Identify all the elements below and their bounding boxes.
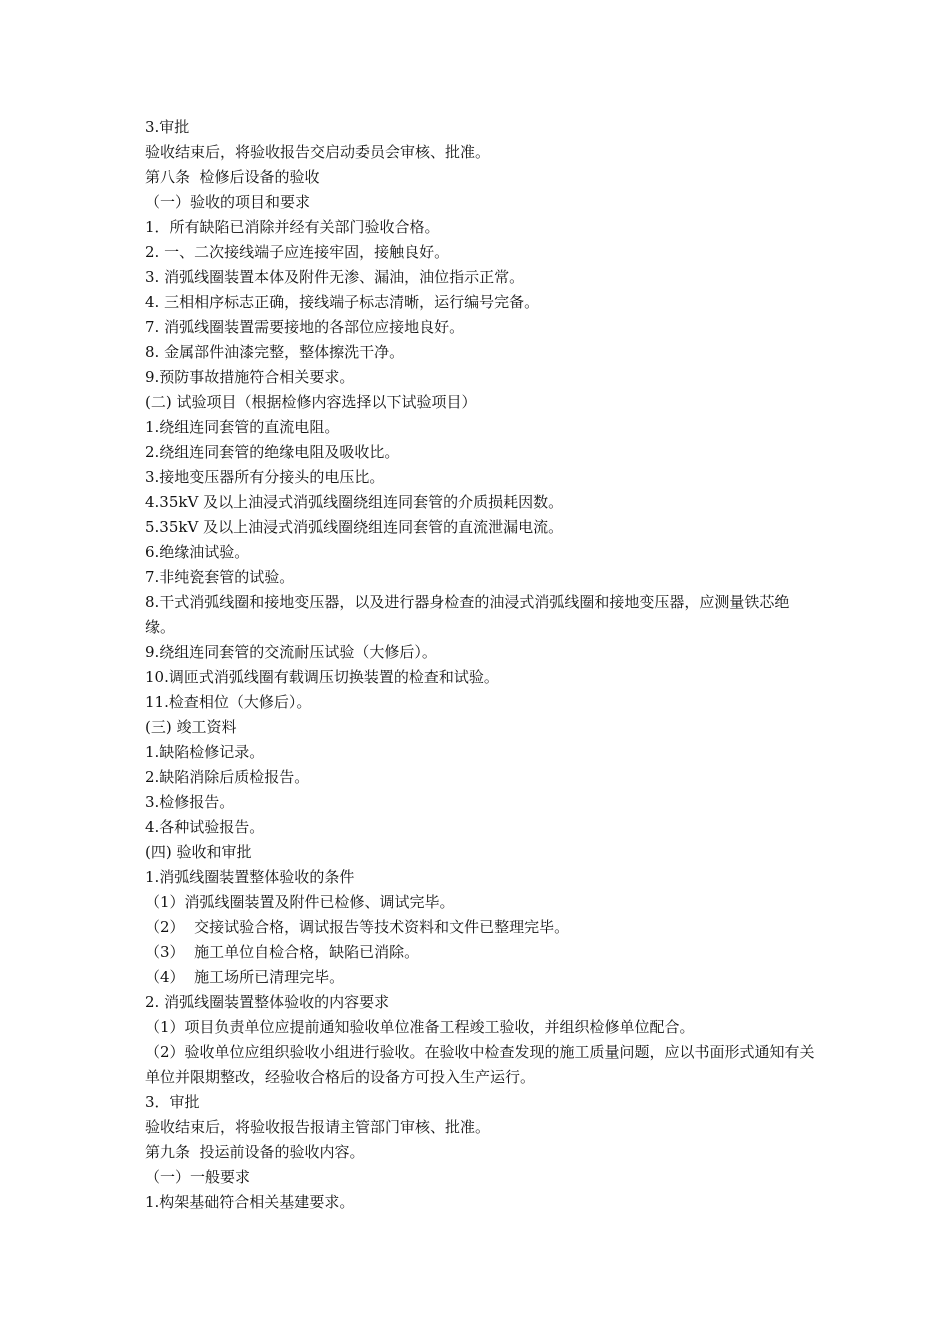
- paragraph: 验收结束后，将验收报告交启动委员会审核、批准。: [145, 143, 491, 161]
- list-item: 4.各种试验报告。: [145, 818, 265, 836]
- list-item: 3. 消弧线圈装置本体及附件无渗、漏油，油位指示正常。: [145, 268, 525, 286]
- list-item: 10.调匝式消弧线圈有载调压切换装置的检查和试验。: [145, 668, 499, 686]
- list-item: 1.绕组连同套管的直流电阻。: [145, 418, 340, 436]
- list-item: 4. 三相相序标志正确，接线端子标志清晰，运行编号完备。: [145, 293, 540, 311]
- list-item: 6.绝缘油试验。: [145, 543, 250, 561]
- sub-list-item: （2）验收单位应组织验收小组进行验收。在验收中检查发现的施工质量问题，应以书面形式通知有关单位并限期整改，经验收合格后的设备方可投入生产运行。: [145, 1043, 815, 1086]
- article-heading: 第八条 检修后设备的验收: [145, 168, 320, 186]
- list-item: 2.缺陷消除后质检报告。: [145, 768, 310, 786]
- list-item: 5.35kV 及以上油浸式消弧线圈绕组连同套管的直流泄漏电流。: [145, 518, 564, 536]
- list-item: 2. 消弧线圈装置整体验收的内容要求: [145, 993, 390, 1011]
- sub-list-item: （1）项目负责单位应提前通知验收单位准备工程竣工验收，并组织检修单位配合。: [145, 1018, 695, 1036]
- list-item: 1.消弧线圈装置整体验收的条件: [145, 868, 355, 886]
- list-item: 11.检查相位（大修后）。: [145, 693, 312, 711]
- list-item: 3.检修报告。: [145, 793, 235, 811]
- sub-list-item: （1）消弧线圈装置及附件已检修、调试完毕。: [145, 893, 455, 911]
- list-item: 7. 消弧线圈装置需要接地的各部位应接地良好。: [145, 318, 465, 336]
- list-item: 3.接地变压器所有分接头的电压比。: [145, 468, 385, 486]
- subsection-heading: (三) 竣工资料: [145, 718, 237, 736]
- list-item: 7.非纯瓷套管的试验。: [145, 568, 295, 586]
- document-body: [145, 115, 815, 1215]
- list-item: 8.干式消弧线圈和接地变压器，以及进行器身检查的油浸式消弧线圈和接地变压器，应测量铁芯绝缘。: [145, 593, 790, 636]
- section-heading: 3．审批: [145, 1093, 200, 1111]
- list-item: 1.缺陷检修记录。: [145, 743, 265, 761]
- list-item: 1.构架基础符合相关基建要求。: [145, 1193, 355, 1211]
- list-item: 2.绕组连同套管的绝缘电阻及吸收比。: [145, 443, 400, 461]
- list-item: 9.绕组连同套管的交流耐压试验（大修后）。: [145, 643, 437, 661]
- subsection-heading: (四) 验收和审批: [145, 843, 252, 861]
- subsection-heading: (二) 试验项目（根据检修内容选择以下试验项目）: [145, 393, 477, 411]
- list-item: 2. 一、二次接线端子应连接牢固，接触良好。: [145, 243, 450, 261]
- article-heading: 第九条 投运前设备的验收内容。: [145, 1143, 365, 1161]
- list-item: 4.35kV 及以上油浸式消弧线圈绕组连同套管的介质损耗因数。: [145, 493, 564, 511]
- paragraph: 验收结束后，将验收报告报请主管部门审核、批准。: [145, 1118, 491, 1136]
- list-item: 8. 金属部件油漆完整，整体擦洗干净。: [145, 343, 405, 361]
- sub-list-item: （2） 交接试验合格，调试报告等技术资料和文件已整理完毕。: [145, 918, 570, 936]
- list-item: 9.预防事故措施符合相关要求。: [145, 368, 355, 386]
- sub-list-item: （4） 施工场所已清理完毕。: [145, 968, 345, 986]
- section-heading: 3.审批: [145, 118, 190, 136]
- list-item: 1．所有缺陷已消除并经有关部门验收合格。: [145, 218, 440, 236]
- subsection-heading: （一）验收的项目和要求: [145, 193, 311, 211]
- sub-list-item: （3） 施工单位自检合格，缺陷已消除。: [145, 943, 420, 961]
- subsection-heading: （一）一般要求: [145, 1168, 251, 1186]
